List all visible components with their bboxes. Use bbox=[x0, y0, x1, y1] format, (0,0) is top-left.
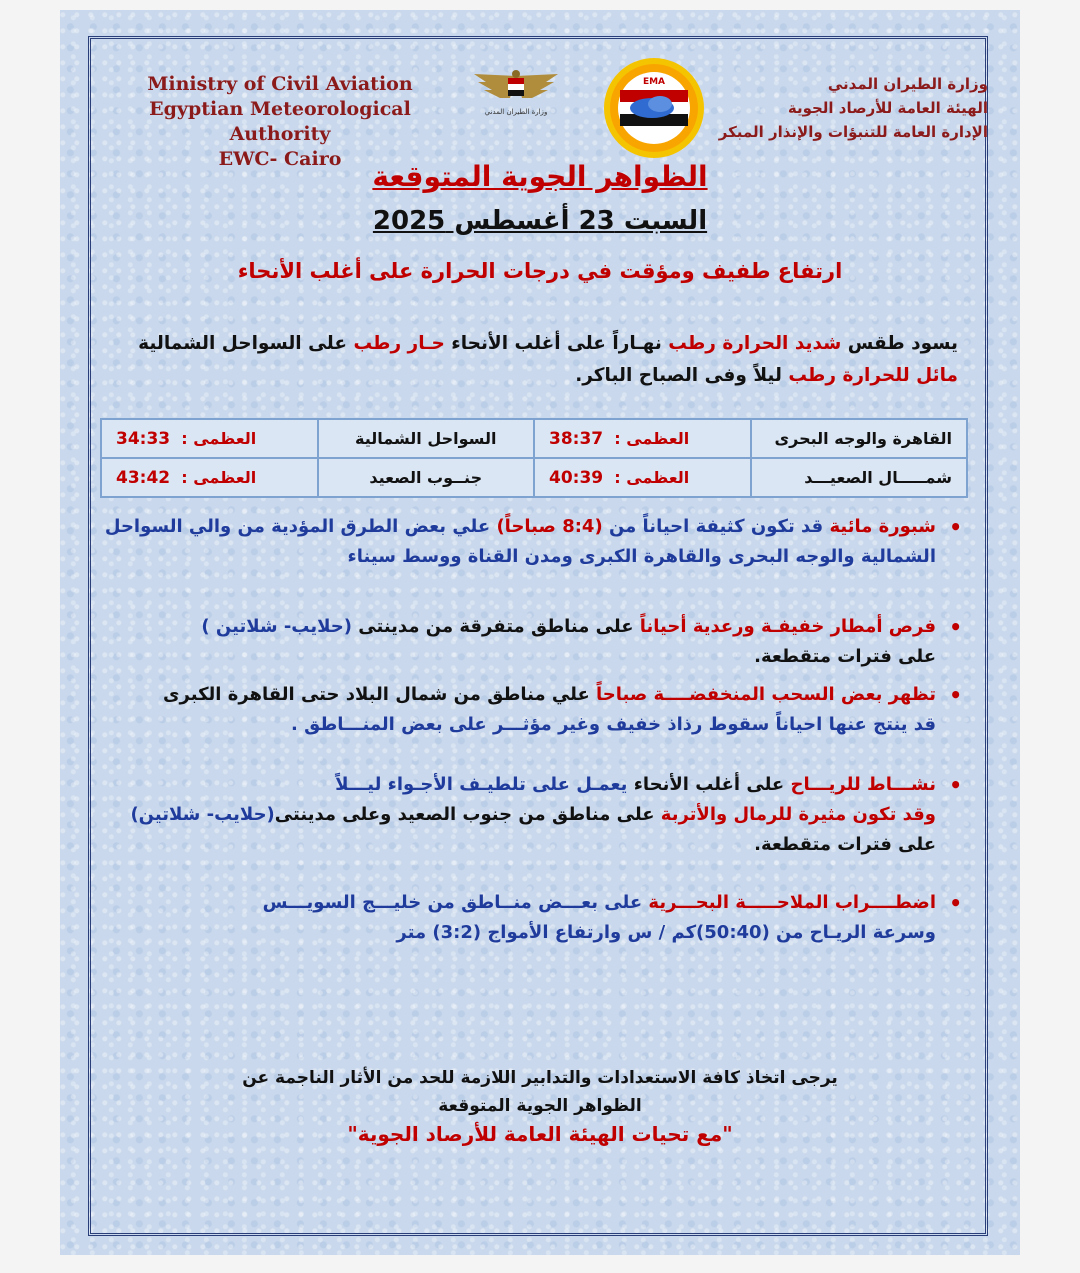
header-english bbox=[100, 72, 460, 172]
bullet-text: علي مناطق من شمال البلاد حتى القاهرة الكبرى bbox=[163, 684, 597, 705]
intro-part: يسود طقس bbox=[841, 333, 958, 354]
bulletin-title: الظواهر الجوية المتوقعة bbox=[372, 160, 708, 193]
intro-part: حـار رطب bbox=[353, 333, 445, 354]
bullet-text: يعمـل على تلطيـف الأجـواء ليـــلاً bbox=[335, 774, 628, 795]
bullet-text: على فترات متقطعة. bbox=[754, 834, 936, 855]
max-label: العظمى : bbox=[181, 467, 257, 487]
bullet-text: (8:4 صباحاً) bbox=[496, 516, 603, 537]
intro-part: نهـاراً على أغلب الأنحاء bbox=[444, 333, 669, 354]
bullet-text: علي بعض الطرق المؤدية من والي السواحل الشمالية والوجه البحرى والقاهرة الكبرى ومدن القناة ووسط سيناء bbox=[104, 516, 936, 567]
header-ar-department: الإدارة العامة للتنبؤات والإنذار المبكر bbox=[718, 123, 988, 141]
city-cell: جنــوب الصعيد bbox=[318, 458, 535, 497]
closing-greeting: "مع تحيات الهيئة العامة للأرصاد الجوية" bbox=[347, 1122, 733, 1146]
bullet-text: (حلايب- شلاتين) bbox=[130, 804, 275, 825]
list-item bbox=[102, 888, 962, 948]
city-cell: القاهرة والوجه البحرى bbox=[751, 419, 968, 458]
bullet-text: وسرعة الريـاح من (50:40)كم / س وارتفاع الأمواج (3:2) متر bbox=[396, 922, 936, 943]
bullet-text: على فترات متقطعة. bbox=[754, 646, 936, 667]
footer-line: يرجى اتخاذ كافة الاستعدادات والتدابير اللازمة للحد من الأثار الناجمة عن bbox=[242, 1068, 838, 1088]
footer-line: الظواهر الجوية المتوقعة bbox=[438, 1096, 642, 1116]
max-temp-cell bbox=[101, 458, 318, 497]
bullet-text: (حلايب- شلاتين ) bbox=[201, 616, 352, 637]
bullet-icon: • bbox=[949, 615, 962, 639]
bullet-text: على أغلب الأنحاء bbox=[627, 774, 791, 795]
max-value: 38:37 bbox=[549, 428, 604, 449]
intro-part: على السواحل الشمالية bbox=[138, 333, 354, 354]
intro-part: شديد الحرارة رطب bbox=[668, 333, 842, 354]
max-value: 34:33 bbox=[116, 428, 171, 449]
city-cell: شمـــــال الصعيـــد bbox=[751, 458, 968, 497]
header-en-center: EWC- Cairo bbox=[218, 148, 342, 170]
list-item bbox=[102, 680, 962, 740]
list-item bbox=[102, 512, 962, 572]
bullet-text: فرص أمطار خفيفـة ورعدية أحياناً bbox=[639, 616, 936, 637]
bullet-icon: • bbox=[949, 773, 962, 797]
header-arabic bbox=[658, 72, 988, 144]
header-ar-authority: الهيئة العامة للأرصاد الجوية bbox=[787, 99, 988, 117]
max-temp-cell bbox=[534, 458, 751, 497]
bullet-text: قد ينتج عنها احياناً سقوط رذاذ خفيف وغير مؤثـــر على بعض المنـــاطق . bbox=[291, 714, 936, 735]
max-temp-cell bbox=[534, 419, 751, 458]
bulletin-footer bbox=[0, 1064, 1080, 1148]
ema-logo-text: EMA bbox=[642, 77, 666, 87]
bullet-text: على مناطق من جنوب الصعيد وعلى مدينتى bbox=[274, 804, 661, 825]
bulletin-headline: ارتفاع طفيف ومؤقت في درجات الحرارة على أغلب الأنحاء bbox=[237, 259, 843, 283]
bullet-icon: • bbox=[949, 891, 962, 915]
bullet-icon: • bbox=[949, 683, 962, 707]
bullet-text: قد تكون كثيفة احياناً من bbox=[602, 516, 824, 537]
table-row bbox=[101, 458, 967, 497]
header-en-authority: Egyptian Meteorological Authority bbox=[149, 98, 411, 145]
bullet-text: اضطــــراب الملاحـــــة البحـــرية bbox=[648, 892, 936, 913]
max-label: العظمى : bbox=[614, 428, 690, 448]
max-temp-cell bbox=[101, 419, 318, 458]
city-cell: السواحل الشمالية bbox=[318, 419, 535, 458]
list-item bbox=[102, 612, 962, 672]
intro-part: ليلاً وفى الصباح الباكر. bbox=[575, 365, 789, 386]
wings-logo-caption: وزارة الطيران المدني bbox=[484, 108, 548, 116]
max-label: العظمى : bbox=[181, 428, 257, 448]
header-ar-ministry: وزارة الطيران المدني bbox=[827, 75, 988, 93]
intro-paragraph bbox=[108, 328, 958, 392]
bullet-text: شبورة مائية bbox=[823, 516, 936, 537]
phenomena-list bbox=[102, 512, 962, 948]
header-en-ministry: Ministry of Civil Aviation bbox=[147, 73, 413, 95]
bullet-icon: • bbox=[949, 515, 962, 539]
bulletin-date: السبت 23 أغسطس 2025 bbox=[372, 206, 708, 236]
bullet-text: وقد تكون مثيرة للرمال والأتربة bbox=[660, 804, 936, 825]
bullet-text: تظهر بعض السحب المنخفضــــة صباحاً bbox=[596, 684, 936, 705]
max-value: 40:39 bbox=[549, 467, 604, 488]
max-value: 43:42 bbox=[116, 467, 171, 488]
table-row bbox=[101, 419, 967, 458]
intro-part: مائل للحرارة رطب bbox=[788, 365, 958, 386]
max-label: العظمى : bbox=[614, 467, 690, 487]
bullet-text: نشـــاط للريـــاح bbox=[790, 774, 936, 795]
list-item bbox=[102, 770, 962, 860]
bullet-text: على مناطق متفرقة من مدينتى bbox=[352, 616, 640, 637]
bullet-text: على بعـــض منــاطق من خليـــج السويـــس bbox=[262, 892, 649, 913]
temperature-table bbox=[100, 418, 968, 498]
civil-aviation-wings-logo bbox=[466, 66, 566, 130]
